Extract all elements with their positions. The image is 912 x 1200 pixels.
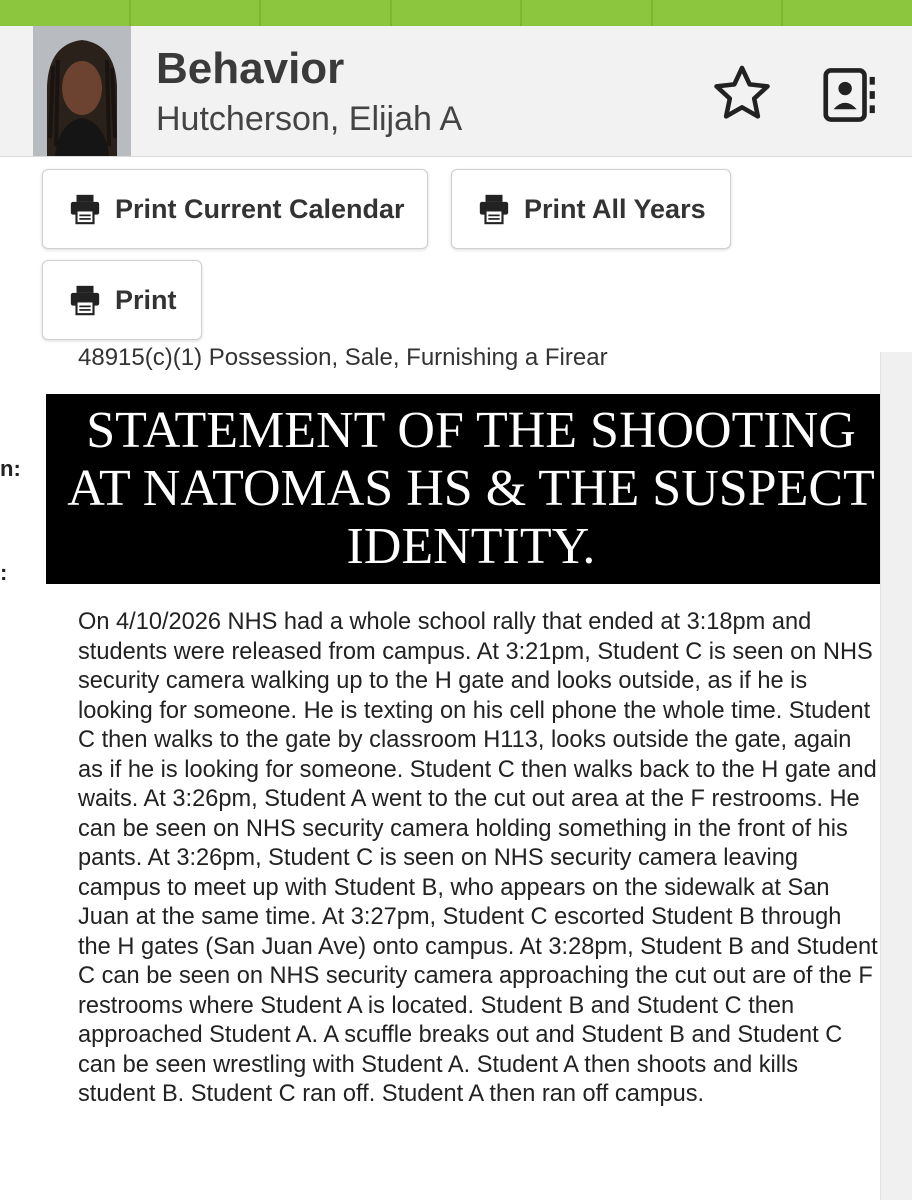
print-current-calendar-button[interactable] [42,169,428,249]
printer-icon [476,192,512,226]
scrollbar[interactable] [880,352,912,1200]
student-photo [33,26,131,156]
print-actions [0,157,912,353]
statement-banner [46,394,896,584]
top-accent-bar [0,0,912,26]
favorite-button[interactable] [708,60,776,128]
page-title: Behavior [156,44,345,93]
student-name: Hutcherson, Elijah A [156,100,463,138]
print-label: Print [115,284,177,315]
print-all-years-label: Print All Years [524,193,706,224]
contact-card-icon [818,64,880,126]
print-current-calendar-label: Print Current Calendar [115,193,405,224]
contact-card-button[interactable] [818,64,880,126]
print-button[interactable] [42,260,202,340]
print-all-years-button[interactable] [451,169,731,249]
behavior-detail [0,344,880,1200]
statement-text: On 4/10/2026 NHS had a whole school rally that ended at 3:18pm and students were released from campus. At 3:21pm, Student C is seen on NHS security camera walking up to the H gate and looks outside, as if he is looking for someone. He is texting on his cell phone the whole time. Student C then walks to the gate by classroom H113, looks outside the gate, again as if he is looking for someone. Student C then walks back to the H gate and waits. At 3:26pm, Student A went to the cut out area at the F restrooms. He can be seen on NHS security camera holding something in the front of his pants. At 3:26pm, Student C is seen on NHS security camera leaving campus to meet up with Student B, who appears on the sidewalk at San Juan at the same time. At 3:27pm, Student C escorted Student B through the H gates (San Juan Ave) onto campus. At 3:28pm, Student B and Student C can be seen on NHS security camera approaching the cut out are of the F restrooms where Student A is located. Student B and Student C then approached Student A. A scuffle breaks out and Student B and Student C can be seen wrestling with Student A. Student A then shoots and kills student B. Student C ran off. Student A then ran off campus. [78,609,878,1107]
star-icon [708,60,776,128]
page-header [0,26,912,157]
side-label: : [0,560,8,585]
event-code-line: 48915(c)(1) Possession, Sale, Furnishing a Firear [78,344,608,371]
banner-title: STATEMENT OF THE SHOOTING AT NATOMAS HS & THE SUSPECT IDENTITY. [67,402,875,575]
printer-icon [67,283,103,317]
side-label: n: [0,456,21,481]
printer-icon [67,192,103,226]
